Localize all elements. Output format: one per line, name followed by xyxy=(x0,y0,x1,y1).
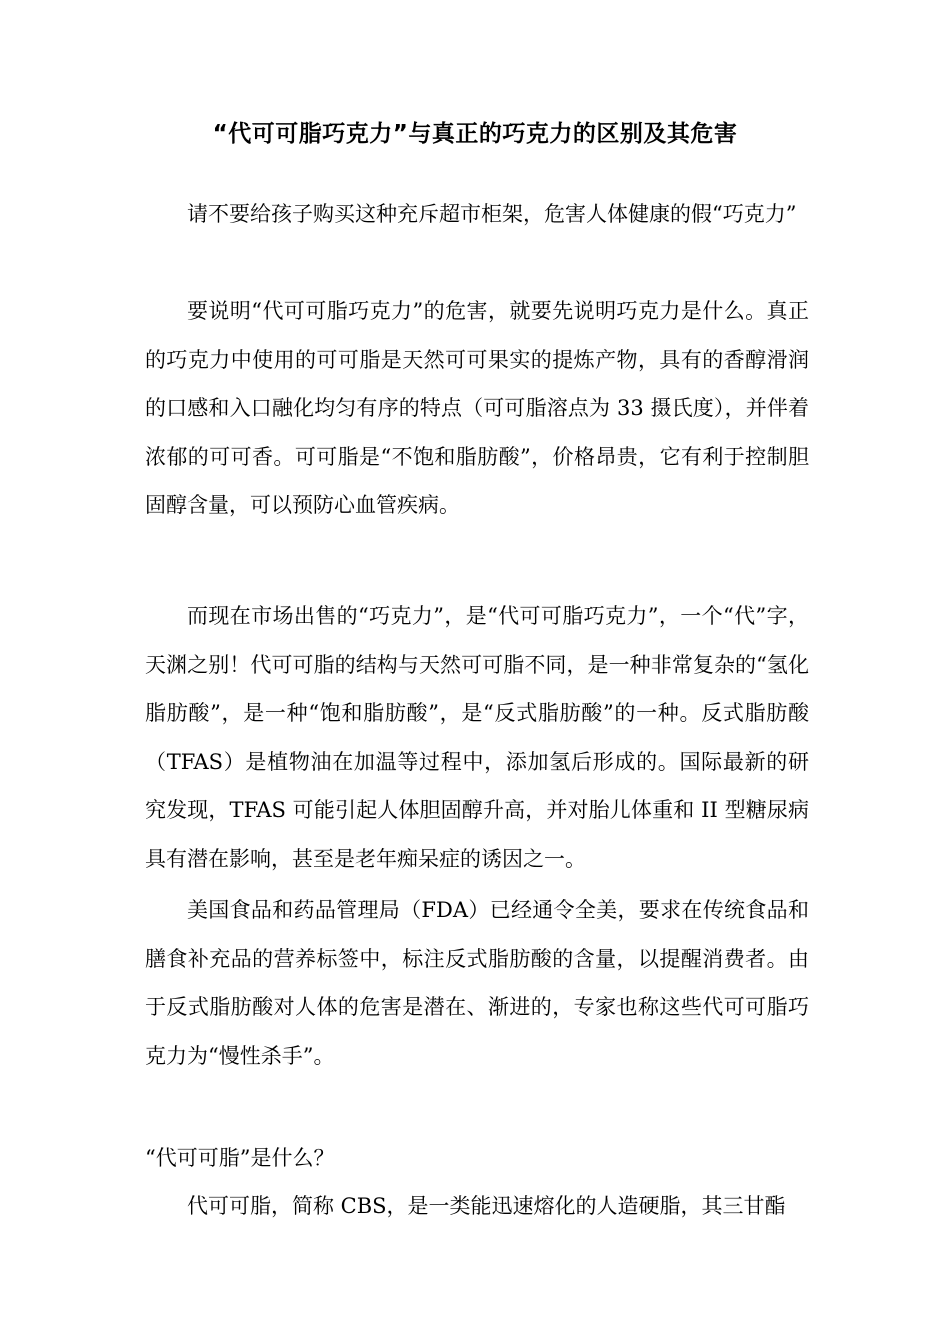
paragraph-warning: 请不要给孩子购买这种充斥超市柜架，危害人体健康的假“巧克力” xyxy=(187,202,797,226)
document-title: “代可可脂巧克力”与真正的巧克力的区别及其危害 xyxy=(212,121,738,147)
paragraph-real-chocolate: 要说明“代可可脂巧克力”的危害，就要先说明巧克力是什么。真正的巧克力中使用的可可脂是天然可可果实的提炼产物，具有的香醇滑润的口感和入口融化均匀有序的特点（可可脂溶点为 33 摄氏度），并伴着浓郁的可可香。可可脂是“不饱和脂肪酸”，价格昂贵，它有利于控制胆固醇含量，可以预防心血管疾病。 xyxy=(145,299,809,517)
paragraph-cbs: 代可可脂，简称 CBS，是一类能迅速熔化的人造硬脂，其三甘酯 xyxy=(187,1194,786,1218)
section-subheading: “代可可脂”是什么？ xyxy=(145,1146,335,1170)
paragraph-fda: 美国食品和药品管理局（FDA）已经通令全美，要求在传统食品和膳食补充品的营养标签中，标注反式脂肪酸的含量，以提醒消费者。由于反式脂肪酸对人体的危害是潜在、渐进的，专家也称这些代可可脂巧克力为“慢性杀手”。 xyxy=(145,898,809,1068)
paragraph-substitute-cocoa-butter: 而现在市场出售的“巧克力”，是“代可可脂巧克力”，一个“代”字，天渊之别！代可可脂的结构与天然可可脂不同，是一种非常复杂的“氢化脂肪酸”，是一种“饱和脂肪酸”，是“反式脂肪酸”的一种。反式脂肪酸（TFAS）是植物油在加温等过程中，添加氢后形成的。国际最新的研究发现，TFAS 可能引起人体胆固醇升高，并对胎儿体重和 II 型糖尿病具有潜在影响，甚至是老年痴呆症的诱因之一。 xyxy=(145,604,809,871)
